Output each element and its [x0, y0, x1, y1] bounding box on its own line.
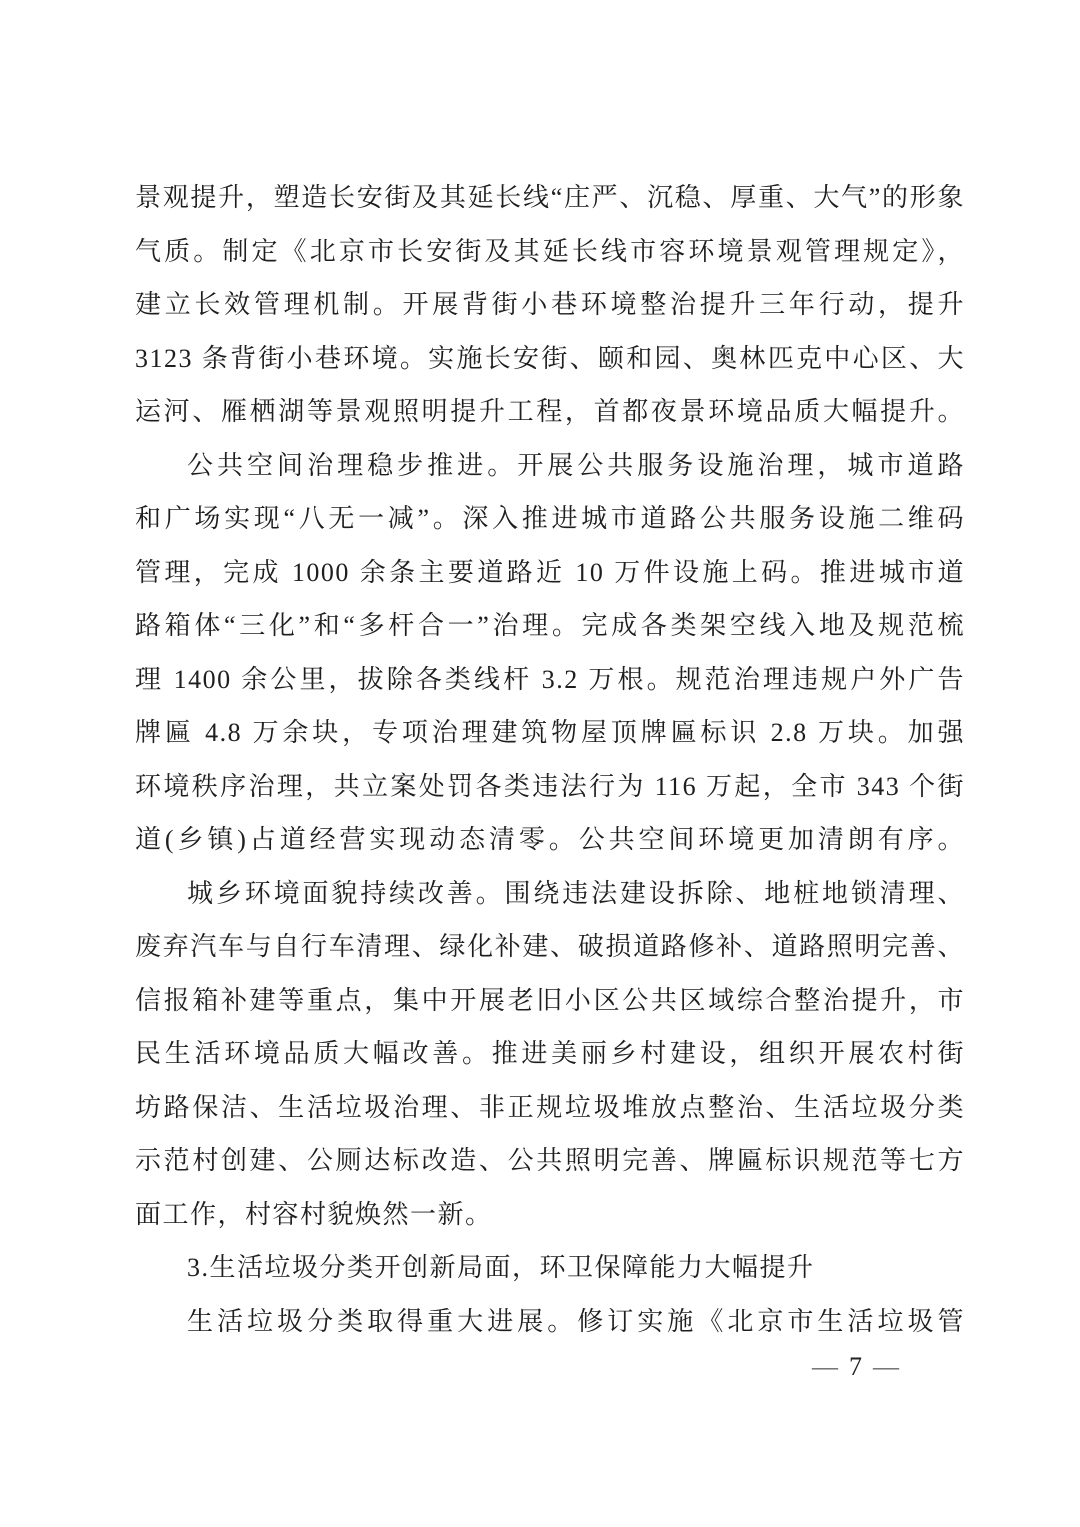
- document-line: 和广场实现“八无一减”。深入推进城市道路公共服务设施二维码: [135, 504, 965, 533]
- document-line: 道(乡镇)占道经营实现动态清零。公共空间环境更加清朗有序。: [135, 825, 965, 854]
- document-line: 城乡环境面貌持续改善。围绕违法建设拆除、地桩地锁清理、: [187, 878, 965, 908]
- document-line: 理 1400 余公里，拔除各类线杆 3.2 万根。规范治理违规户外广告: [135, 664, 965, 694]
- document-line: 公共空间治理稳步推进。开展公共服务设施治理，城市道路: [187, 450, 965, 480]
- footer-dash-right: —: [873, 1352, 900, 1381]
- document-line: 路箱体“三化”和“多杆合一”治理。完成各类架空线入地及规范梳: [135, 611, 965, 640]
- document-line: 坊路保洁、生活垃圾治理、非正规垃圾堆放点整治、生活垃圾分类: [135, 1092, 965, 1122]
- document-line: 示范村创建、公厕达标改造、公共照明完善、牌匾标识规范等七方: [135, 1146, 965, 1175]
- document-line: 气质。制定《北京市长安街及其延长线市容环境景观管理规定》，: [135, 236, 965, 266]
- document-line: 景观提升，塑造长安街及其延长线“庄严、沉稳、厚重、大气”的形象: [135, 183, 965, 212]
- document-body: [135, 171, 965, 1348]
- document-line: 管理，完成 1000 余条主要道路近 10 万件设施上码。推进城市道: [135, 557, 965, 587]
- document-line: 建立长效管理机制。开展背街小巷环境整治提升三年行动，提升: [135, 290, 965, 319]
- document-line: 3123 条背街小巷环境。实施长安街、颐和园、奥林匹克中心区、大: [135, 343, 965, 373]
- page-footer: [802, 1352, 910, 1382]
- document-line: 面工作，村容村貌焕然一新。: [135, 1199, 493, 1229]
- document-line: 信报箱补建等重点，集中开展老旧小区公共区域综合整治提升，市: [135, 985, 965, 1015]
- document-line: 牌匾 4.8 万余块，专项治理建筑物屋顶牌匾标识 2.8 万块。加强: [135, 718, 965, 747]
- document-line: 生活垃圾分类取得重大进展。修订实施《北京市生活垃圾管: [187, 1306, 965, 1336]
- footer-dash-left: —: [812, 1352, 839, 1381]
- document-line: 废弃汽车与自行车清理、绿化补建、破损道路修补、道路照明完善、: [135, 932, 965, 961]
- document-line: 民生活环境品质大幅改善。推进美丽乡村建设，组织开展农村街: [135, 1039, 965, 1068]
- page-number: 7: [849, 1352, 863, 1381]
- section-heading: 3.生活垃圾分类开创新局面，环卫保障能力大幅提升: [187, 1253, 815, 1282]
- document-line: 环境秩序治理，共立案处罚各类违法行为 116 万起，全市 343 个街: [135, 771, 965, 801]
- document-line: 运河、雁栖湖等景观照明提升工程，首都夜景环境品质大幅提升。: [135, 397, 965, 426]
